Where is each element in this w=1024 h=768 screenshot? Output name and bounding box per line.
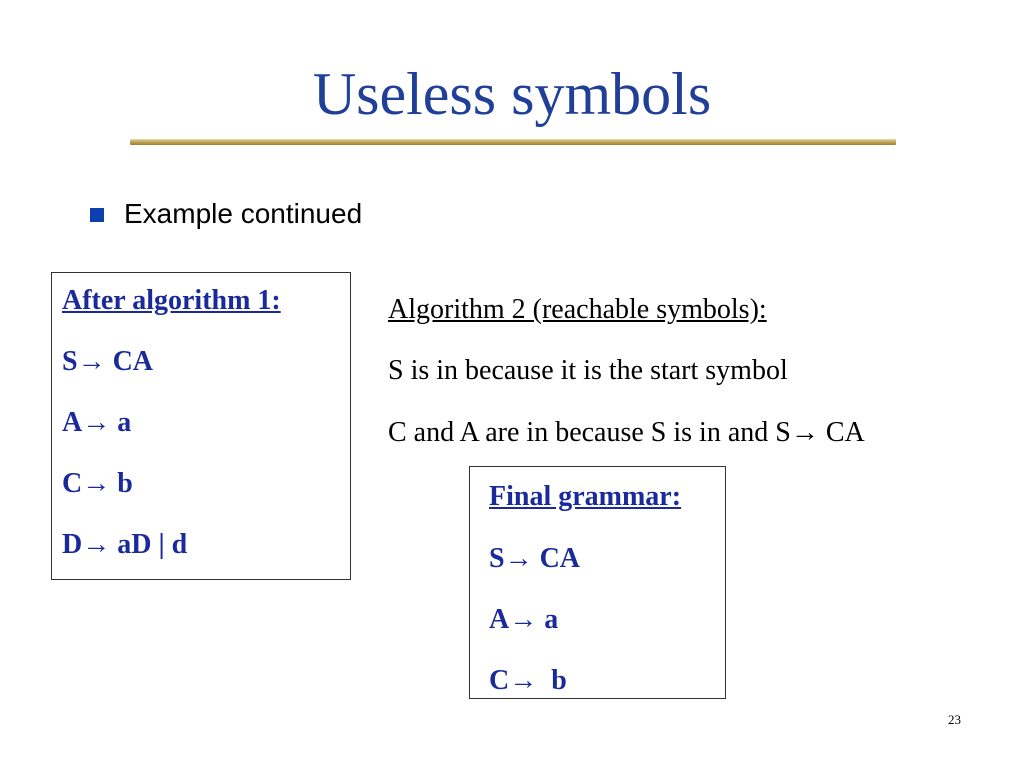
grammar-rule: A→ a: [489, 604, 559, 635]
algorithm-2-line: S is in because it is the start symbol: [388, 355, 788, 386]
grammar-rule: C→ b: [489, 665, 567, 696]
grammar-rule: S→ CA: [489, 543, 581, 574]
grammar-rule: C→ b: [62, 468, 133, 499]
page-number: 23: [948, 712, 961, 727]
algorithm-2-heading: Algorithm 2 (reachable symbols):: [388, 294, 767, 325]
grammar-rule: S→ CA: [62, 346, 154, 377]
final-grammar-heading: Final grammar:: [489, 481, 682, 512]
after-algorithm-1-heading: After algorithm 1:: [62, 285, 281, 316]
slide-title: Useless symbols: [312, 61, 712, 127]
bullet-text: Example continued: [124, 198, 363, 229]
bullet-item: [90, 196, 362, 232]
grammar-rule: D→ aD | d: [62, 529, 188, 560]
title-underline-rule: [130, 139, 896, 145]
square-bullet-icon: [90, 208, 104, 222]
algorithm-2-line: C and A are in because S is in and S→ CA: [388, 417, 865, 448]
grammar-rule: A→ a: [62, 407, 132, 438]
